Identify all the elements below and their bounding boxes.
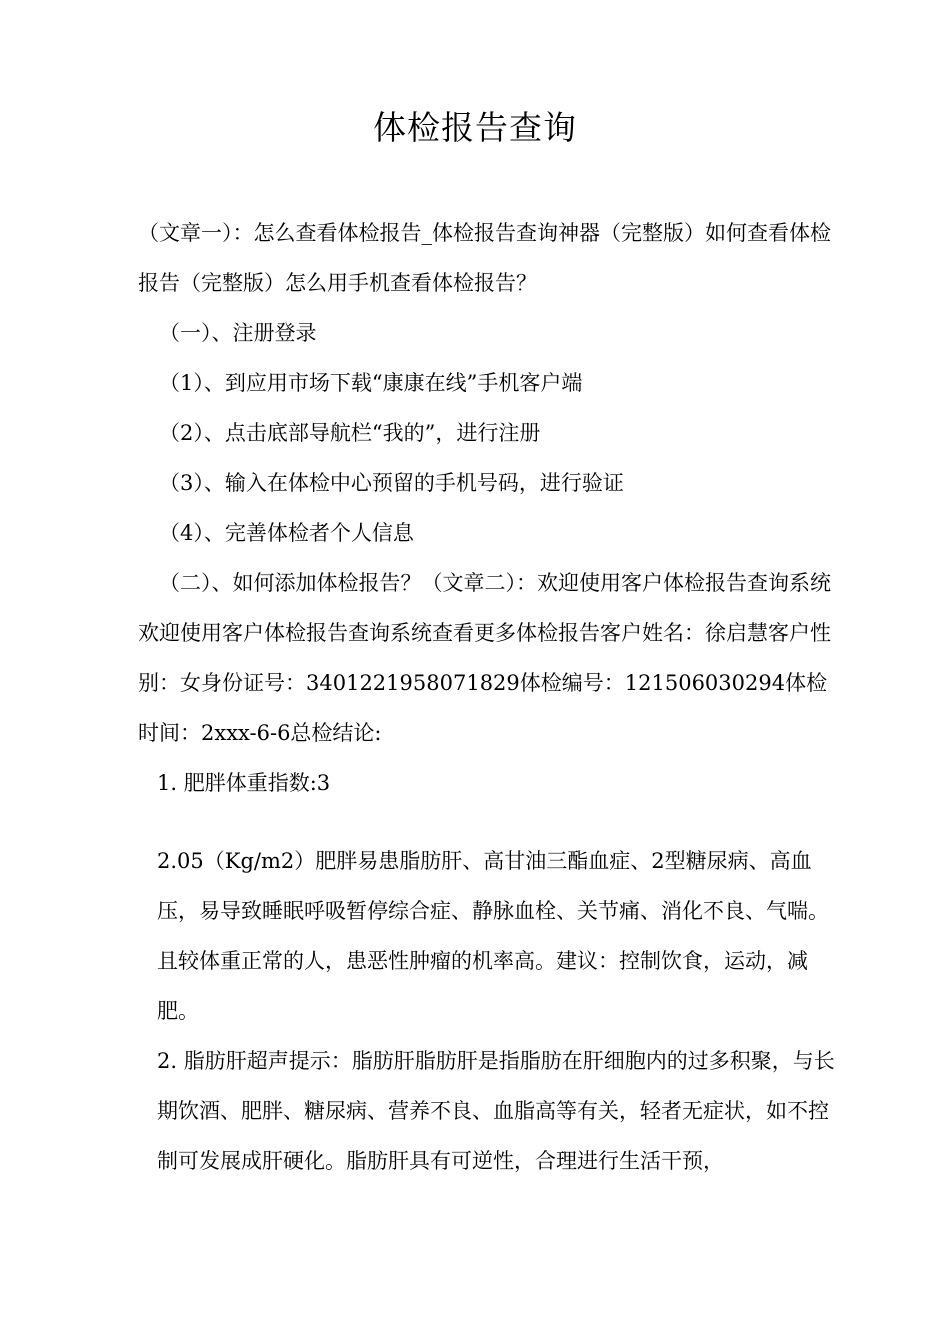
document-title: 体检报告查询 xyxy=(373,108,577,147)
paragraph-article-one: （文章一）：怎么查看体检报告_体检报告查询神器（完整版）如何查看体检报告（完整版）怎么用手机查看体检报告？ xyxy=(138,221,831,295)
paragraph-gap xyxy=(138,808,838,836)
document-body xyxy=(138,208,838,1186)
step-complete-info: （4）、完善体检者个人信息 xyxy=(159,521,414,545)
step-register: （2）、点击底部导航栏“我的”，进行注册 xyxy=(159,421,541,445)
paragraph-obesity-detail: 2.05（Kg/m2）肥胖易患脂肪肝、高甘油三酯血症、2型糖尿病、高血压，易导致睡眠呼吸暂停综合症、静脉血栓、关节痛、消化不良、气喘。且较体重正常的人，患恶性肿瘤的机率高。建议：控制饮食，运动，减肥。 xyxy=(157,849,829,1023)
section-register-login: （一）、注册登录 xyxy=(159,321,317,345)
paragraph-add-report: （二）、如何添加体检报告？（文章二）：欢迎使用客户体检报告查询系统欢迎使用客户体检报告查询系统查看更多体检报告客户姓名：徐启慧客户性别：女身份证号：3401221958071829体检编号：121506030294体检时间：2xxx-6-6总检结论: xyxy=(138,571,831,745)
list-item-fatty-liver: 2. 脂肪肝超声提示：脂肪肝脂肪肝是指脂肪在肝细胞内的过多积聚，与长期饮酒、肥胖、糖尿病、营养不良、血脂高等有关，轻者无症状，如不控制可发展成肝硬化。脂肪肝具有可逆性，合理进行生活干预， xyxy=(157,1049,835,1173)
step-download-app: （1）、到应用市场下载“康康在线”手机客户端 xyxy=(159,371,583,395)
step-verify-phone: （3）、输入在体检中心预留的手机号码，进行验证 xyxy=(159,471,624,495)
list-item-obesity: 1. 肥胖体重指数:3 xyxy=(157,771,331,795)
